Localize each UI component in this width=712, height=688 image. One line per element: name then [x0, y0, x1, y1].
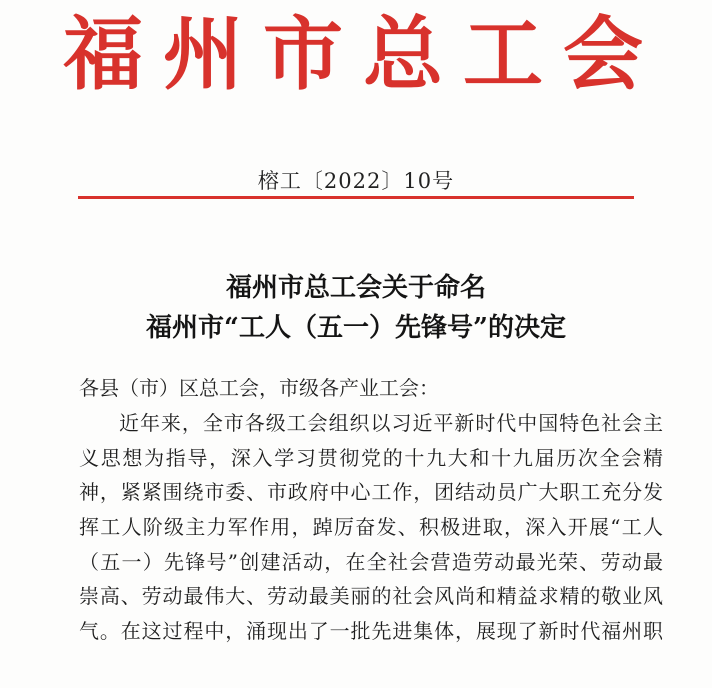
- body-line: 气。在这过程中，涌现出了一批先进集体，展现了新时代福州职: [79, 618, 663, 643]
- title-line-2: 福州市“工人（五一）先锋号”的决定: [146, 313, 566, 343]
- document-body: [79, 371, 663, 648]
- document-number: 榕工〔2022〕10号: [257, 169, 455, 193]
- body-line: 近年来，全市各级工会组织以习近平新时代中国特色社会主: [119, 411, 663, 436]
- body-line: 崇高、劳动最伟大、劳动最美丽的社会风尚和精益求精的敬业风: [79, 584, 663, 609]
- red-divider-line: [78, 196, 634, 199]
- body-line: （五一）先锋号”创建活动，在全社会营造劳动最光荣、劳动最: [79, 549, 663, 574]
- masthead-org-name: 福州市总工会: [63, 7, 663, 101]
- body-line: 神，紧紧围绕市委、市政府中心工作，团结动员广大职工充分发: [79, 480, 663, 505]
- title-line-1: 福州市总工会关于命名: [225, 273, 486, 303]
- document-title: [0, 268, 712, 348]
- masthead: [0, 4, 712, 104]
- body-line: 义思想为指导，深入学习贯彻党的十九大和十九届历次全会精: [79, 445, 663, 470]
- body-line: 挥工人阶级主力军作用，踔厉奋发、积极进取，深入开展“工人: [79, 514, 663, 539]
- salutation: 各县（市）区总工会，市级各产业工会：: [79, 376, 439, 400]
